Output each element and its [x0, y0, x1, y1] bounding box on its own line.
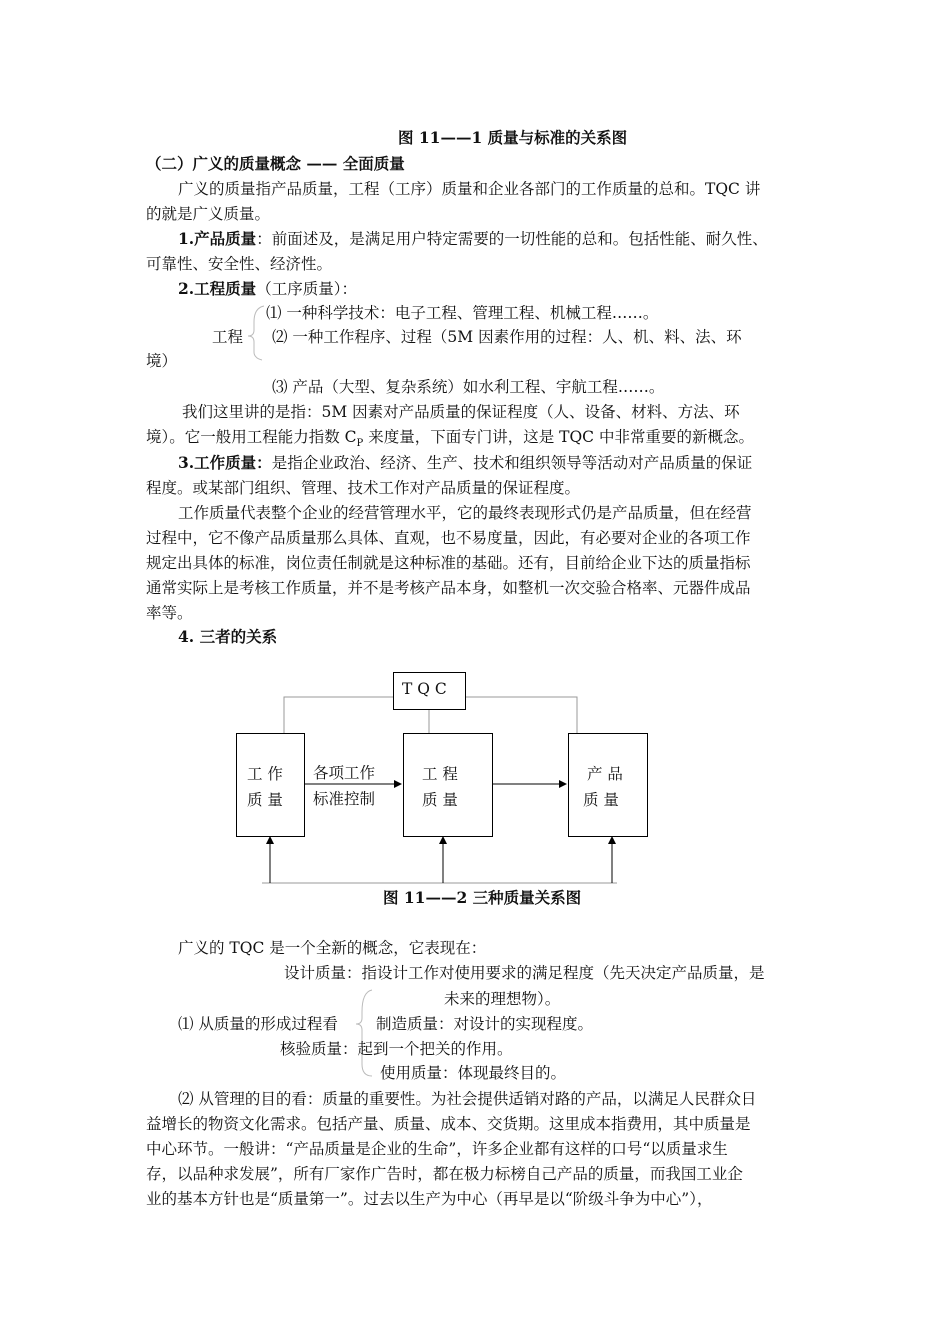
item-3-para-line-3: 规定出具体的标准，岗位责任制就是这种标准的基础。还有，目前给企业下达的质量指标 [146, 554, 751, 572]
item-3-text: 是指企业政治、经济、生产、技术和组织领导等活动对产品质量的保证 [271, 454, 753, 472]
item-2-para-text-b: 来度量，下面专门讲，这是 TQC 中非常重要的新概念。 [363, 428, 754, 446]
arrow-label-line-2: 标准控制 [313, 790, 376, 808]
engineering-option-3: ⑶ 产品（大型、复杂系统）如水利工程、宇航工程……。 [272, 378, 665, 396]
item-1-label: 1.产品质量 [178, 229, 257, 248]
work-quality-line-1: 工 作 [247, 765, 283, 783]
item-3-para-line-1: 工作质量代表整个企业的经营管理水平，它的最终表现形式仍是产品质量，但在经营 [178, 504, 752, 522]
tqc-to-work-line [284, 697, 393, 735]
engineering-quality-line-2: 质 量 [422, 791, 458, 809]
work-quality-box [236, 733, 305, 837]
engineering-option-2: ⑵ 一种工作程序、过程（5M 因素作用的过程：人、机、料、法、环 [272, 328, 742, 346]
figure-11-2-caption: 图 11——2 三种质量关系图 [383, 888, 582, 907]
item-3-para-line-5: 率等。 [146, 604, 193, 622]
management-line-1: ⑵ 从管理的目的看：质量的重要性。为社会提供适销对路的产品，以满足人民群众日 [178, 1090, 757, 1108]
tqc-label: T Q C [402, 680, 447, 698]
tqc-to-product-line [465, 697, 577, 735]
item-3-para-line-2: 过程中，它不像产品质量那么具体、直观，也不易度量，因此，有必要对企业的各项工作 [146, 529, 751, 547]
usage-quality: 使用质量：体现最终目的。 [380, 1064, 567, 1082]
design-quality-line-2: 未来的理想物）。 [444, 990, 561, 1008]
product-quality-box [568, 733, 648, 837]
item-4-label: 4. 三者的关系 [178, 627, 278, 646]
item-2-para-text-a: 境）。它一般用工程能力指数 C [146, 428, 357, 446]
engineering-brace-label: 工程 [212, 328, 244, 346]
tqc-intro: 广义的 TQC 是一个全新的概念，它表现在： [178, 939, 487, 957]
tqc-box [393, 672, 466, 710]
formation-label: ⑴ 从质量的形成过程看 [178, 1015, 338, 1033]
arrow-label-line-1: 各项工作 [313, 764, 376, 782]
item-3-line-2: 程度。或某部门组织、管理、技术工作对产品质量的保证程度。 [146, 479, 581, 497]
item-2-label: 2.工程质量 [178, 279, 257, 298]
item-3-label: 3.工作质量： [178, 453, 272, 472]
manufacture-quality: 制造质量：对设计的实现程度。 [376, 1015, 594, 1033]
management-line-2: 益增长的物资文化需求。包括产量、质量、成本、交货期。这里成本指费用，其中质量是 [146, 1115, 751, 1133]
inspection-quality: 核验质量：起到一个把关的作用。 [280, 1040, 513, 1058]
design-quality-line-1: 设计质量：指设计工作对使用要求的满足程度（先天决定产品质量，是 [284, 964, 765, 982]
management-line-4: 存，以品种求发展”，所有厂家作广告时，都在极力标榜自己产品的质量，而我国工业企 [146, 1165, 743, 1183]
engineering-quality-line-1: 工 程 [422, 765, 458, 783]
product-quality-line-2: 质 量 [583, 791, 619, 809]
item-1-line-2: 可靠性、安全性、经济性。 [146, 255, 333, 273]
figure-11-1-caption: 图 11——1 质量与标准的关系图 [398, 128, 628, 147]
product-quality-line-1: 产 品 [587, 765, 623, 783]
cp-subscript: P [356, 438, 364, 450]
management-line-3: 中心环节。一般讲：“产品质量是企业的生命”，许多企业都有这样的口号“以质量求生 [146, 1140, 728, 1158]
section-title: （二）广义的质量概念 —— 全面质量 [146, 154, 405, 173]
intro-line-2: 的就是广义质量。 [146, 205, 271, 223]
item-1-text: ：前面述及，是满足用户特定需要的一切性能的总和。包括性能、耐久性、 [256, 230, 768, 248]
item-2-para-line-1: 我们这里讲的是指：5M 因素对产品质量的保证程度（人、设备、材料、方法、环 [182, 403, 740, 421]
engineering-option-2-cont: 境） [146, 352, 178, 370]
engineering-option-1: ⑴ 一种科学技术：电子工程、管理工程、机械工程……。 [266, 304, 659, 322]
engineering-quality-box [403, 733, 493, 837]
intro-line-1: 广义的质量指产品质量，工程（工序）质量和企业各部门的工作质量的总和。TQC 讲 [178, 180, 761, 198]
engineering-brace [248, 306, 264, 360]
work-quality-line-2: 质 量 [247, 791, 283, 809]
item-3-para-line-4: 通常实际上是考核工作质量，并不是考核产品本身，如整机一次交验合格率、元器件成品 [146, 579, 751, 597]
item-2-suffix: （工序质量）： [256, 280, 357, 298]
management-line-5: 业的基本方针也是“质量第一”。过去以生产为中心（再早是以“阶级斗争为中心”）， [146, 1190, 713, 1208]
formation-brace [356, 990, 372, 1076]
